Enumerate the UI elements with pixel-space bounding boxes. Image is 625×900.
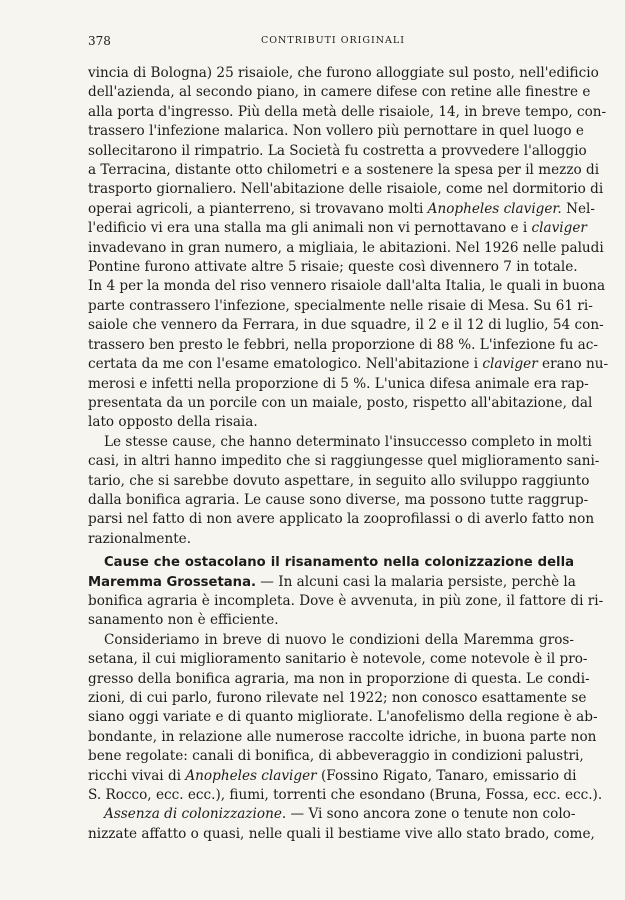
text-line: alla porta d'ingresso. Più della metà delle risaiole, 14, in breve tempo, con- [88,103,607,120]
paragraph-1 [88,64,609,433]
section-title-continued: Maremma Grossetana. [88,574,256,590]
text-line: Le stesse cause, che hanno determinato l'insuccesso completo in molti [104,433,592,450]
text-line: Pontine furono attivate altre 5 risaie; queste così divennero 7 in totale. [88,259,578,276]
text-line: lato opposto della risaia. [88,414,258,431]
text-line: trasporto giornaliero. Nell'abitazione delle risaiole, come nel dormitorio di [88,181,604,198]
section-title: Cause che ostacolano il risanamento nella colonizzazione della [104,555,574,571]
text-line: dell'azienda, al secondo piano, in camere difese con retine alle finestre e [88,84,591,101]
text-run: ricchi vivai di [88,767,186,784]
text-run: Nel- [561,200,595,217]
page-header [88,34,578,50]
text-line: dalla bonifica agraria. Le cause sono diverse, ma possono tutte raggrup- [88,491,589,508]
text-line: gresso della bonifica agraria, ma non in proporzione di questa. Le condi- [88,670,590,687]
text-line: a Terracina, distante otto chilometri e a sostenere la spesa per il mezzo di [88,162,600,179]
page-number: 378 [88,34,111,48]
text-line [88,573,574,592]
text-line: sanamento non è efficiente. [88,612,279,629]
text-line: tario, che si sarebbe dovuto aspettare, in seguito allo sviluppo raggiunto [88,472,590,489]
species-name: Anopheles claviger. [427,200,562,217]
text-line [88,767,577,786]
species-name: claviger [482,356,538,373]
text-line: S. Rocco, ecc. ecc.), fiumi, torrenti che esondano (Bruna, Fossa, ecc. ecc.). [88,787,603,804]
text-line: saiole che vennero da Ferrara, in due squadre, il 2 e il 12 di luglio, 54 con- [88,317,604,334]
text-run: operai agricoli, a pianterreno, si trovavano molti [88,200,428,217]
text-run: l'edificio vi era una stalla ma gli animali non vi pernottavano e i [88,220,532,237]
text-run: (Fossino Rigato, Tanaro, emissario di [316,767,577,784]
text-run: — Vi sono ancora zone o tenute non colo- [286,806,576,823]
text-line: nizzate affatto o quasi, nelle quali il bestiame vive allo stato brado, come, [88,825,595,842]
text-line: razionalmente. [88,530,192,547]
text-line: parte contrassero l'infezione, specialmente nelle risaie di Mesa. Su 61 ri- [88,297,593,314]
text-line: bondante, in relazione alle numerose raccolte idriche, in buona parte non [88,728,597,745]
text-line: vincia di Bologna) 25 risaiole, che furono alloggiate sul posto, nell'edificio [88,65,599,81]
running-head: CONTRIBUTI ORIGINALI [261,35,405,46]
text-line: parsi nel fatto di non avere applicato la zooprofilassi o di averlo fatto non [88,511,595,528]
text-line: trassero l'infezione malarica. Non vollero più pernottare in quel luogo e [88,123,584,140]
text-line: zioni, di cui parlo, furono rilevate nel 1922; non conosco esattamente se [88,690,587,706]
text-line: sollecitarono il rimpatrio. La Società fu costretta a provvedere l'alloggio [88,142,587,159]
text-run: — In alcuni casi la malaria persiste, perchè la [255,573,576,590]
text-line: siano oggi variate e di quanto migliorate. L'anofelismo della regione è ab- [88,709,598,726]
text-line: casi, in altri hanno impedito che si raggiungesse quel miglioramento sani- [88,453,600,470]
paragraph-2 [88,433,600,549]
species-name: Anopheles claviger [185,767,317,784]
text-line: invadevano in gran numero, a migliaia, le abitazioni. Nel 1926 nelle paludi [88,239,604,256]
paragraph-4 [88,805,595,844]
text-line [88,355,609,374]
text-line: Consideriamo in breve di nuovo le condizioni della Maremma gros- [104,631,574,648]
text-line [88,219,587,238]
text-line: bene regolate: canali di bonifica, di abbeveraggio in condizioni palustri, [88,748,584,765]
species-name: claviger [531,220,587,237]
text-line: bonifica agraria è incompleta. Dove è avvenuta, in più zone, il fattore di ri- [88,592,604,609]
body-text [88,64,609,844]
text-line: In 4 per la monda del riso vennero risaiole dall'alta Italia, le quali in buona [88,278,606,295]
text-line [88,805,574,824]
text-run: certata da me con l'esame ematologico. Nell'abitazione i [88,356,483,373]
text-line: trassero ben presto le febbri, nella proporzione di 88 %. L'infezione fu ac- [88,336,598,353]
text-line: presentata da un porcile con un maiale, posto, rispetto all'abitazione, dal [88,394,593,411]
section-heading-paragraph [88,553,604,631]
text-line: merosi e infetti nella proporzione di 5 %. L'unica difesa animale era rap- [88,375,589,392]
subsection-title: Assenza di colonizzazione. [104,806,287,823]
paragraph-3 [88,631,603,806]
text-line [88,200,595,219]
text-line: setana, il cui miglioramento sanitario è notevole, come notevole è il pro- [88,651,588,668]
text-run: erano nu- [537,356,609,373]
